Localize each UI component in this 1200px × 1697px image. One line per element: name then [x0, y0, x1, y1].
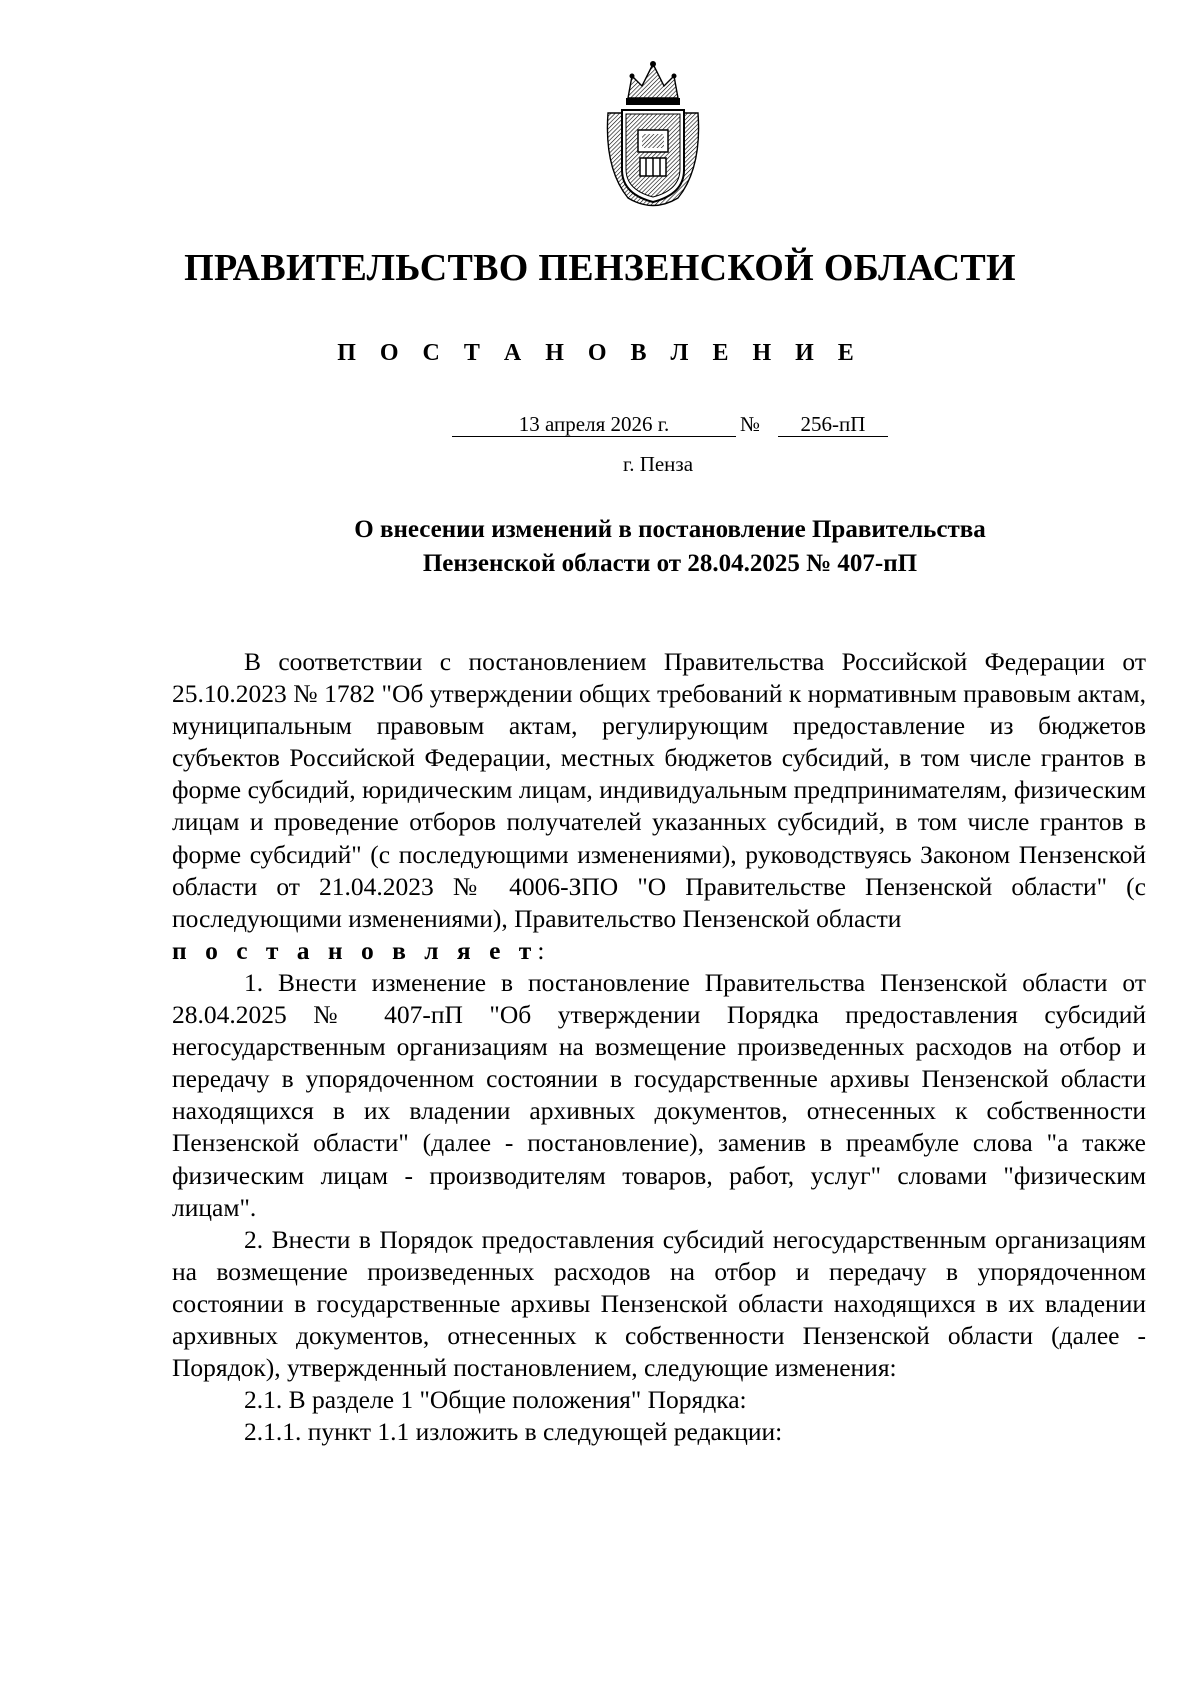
document-body — [172, 646, 1146, 1448]
number-sign: № — [740, 412, 761, 436]
resolves-word: п о с т а н о в л я е т — [172, 935, 538, 965]
document-type: П О С Т А Н О В Л Е Н И Е — [337, 340, 863, 366]
city-name: г. Пенза — [622, 452, 694, 476]
resolves-paragraph — [172, 935, 1146, 967]
subject-line-1: О внесении изменений в постановление Правительства — [354, 516, 986, 543]
resolves-colon: : — [537, 935, 545, 965]
document-subject — [300, 513, 1040, 581]
item-1-paragraph: 1. Внести изменение в постановление Правительства Пензенской области от 28.04.2025 № 407-пП "Об утверждении Порядка предоставления субсидий негосударственным организациям на возмещение произведенных расходов на отбор и передачу в упорядоченном состоянии в государственные архивы Пензенской области находящихся в их владении архивных документов, отнесенных к собственности Пензенской области" (далее - постановление), заменив в преамбуле слова "а также физическим лицам - производителям товаров, работ, услуг" словами "физическим лицам". — [172, 967, 1146, 1222]
preamble-paragraph: В соответствии с постановлением Правительства Российской Федерации от 25.10.2023 № 1782 "Об утверждении общих требований к нормативным правовым актам, муниципальным правовым актам, регулирующим предоставление из бюджетов субъектов Российской Федерации, местных бюджетов субсидий, в том числе грантов в форме субсидий, юридическим лицам, индивидуальным предпринимателям, физическим лицам и проведение отборов получателей указанных субсидий, в том числе грантов в форме субсидий" (с последующими изменениями), руководствуясь Законом Пензенской области от 21.04.2023 № 4006-ЗПО "О Правительстве Пензенской области" (с последующими изменениями), Правительство Пензенской области — [172, 647, 1146, 933]
government-title: ПРАВИТЕЛЬСТВО ПЕНЗЕНСКОЙ ОБЛАСТИ — [184, 247, 1016, 289]
subject-line-2: Пензенской области от 28.04.2025 № 407-пП — [422, 550, 918, 577]
item-2-paragraph: 2. Внести в Порядок предоставления субсидий негосударственным организациям на возмещение произведенных расходов на отбор и передачу в упорядоченном состоянии в государственные архивы Пензенской области находящихся в их владении архивных документов, отнесенных к собственности Пензенской области (далее - Порядок), утвержденный постановлением, следующие изменения: — [172, 1224, 1146, 1383]
document-number: 256-пП — [778, 412, 888, 437]
document-date: 13 апреля 2026 г. — [452, 412, 736, 437]
item-2-1-1-paragraph: 2.1.1. пункт 1.1 изложить в следующей редакции: — [244, 1417, 783, 1447]
item-2-1-paragraph: 2.1. В разделе 1 "Общие положения" Порядка: — [244, 1385, 747, 1415]
coat-of-arms-emblem — [598, 58, 708, 213]
